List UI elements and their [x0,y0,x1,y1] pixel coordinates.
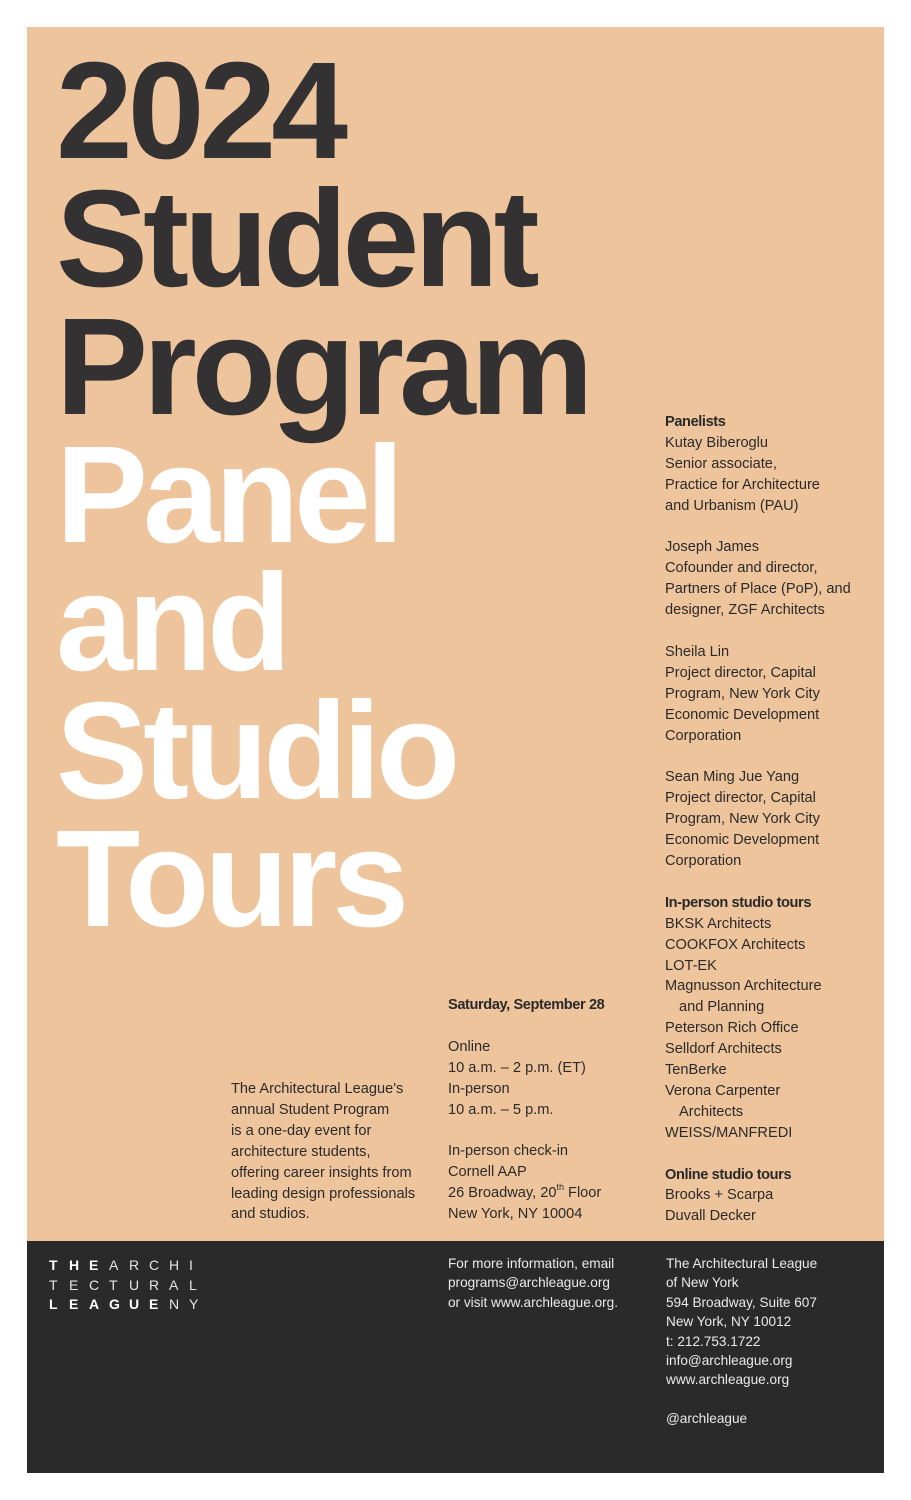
logo-letter: T [109,1276,118,1293]
org-city: New York, NY 10012 [666,1314,792,1330]
tour-item: COOKFOX Architects [665,936,806,953]
org-name: The Architectural League [666,1256,818,1271]
panelist-title: Economic Development [665,832,820,849]
inperson-label: In-person [448,1080,510,1097]
panelist-name: Kutay Biberoglu [665,434,769,451]
tour-item-continued: Architects [679,1103,744,1120]
logo-letter: E [149,1296,159,1312]
panelist-title: Economic Development [665,706,820,723]
headline-line-program: Program [56,290,589,444]
logo-letter: E [89,1257,99,1273]
footer-info [448,1254,618,1312]
info-website-text[interactable]: or visit www.archleague.org. [448,1294,618,1310]
panelist-title: Project director, Capital [665,790,816,807]
intro-line: The Architectural League's [231,1081,404,1097]
panelist-title: and Urbanism (PAU) [665,497,799,514]
logo-letter: R [129,1257,140,1273]
info-text: For more information, email [448,1256,615,1271]
logo-letter: H [169,1257,180,1273]
tour-item: Magnusson Architecture [665,978,822,995]
tour-item: TenBerke [665,1062,727,1079]
online-time: 10 a.m. – 2 p.m. (ET) [448,1059,586,1076]
panelist-title: Program, New York City [665,685,820,702]
logo-letter: U [129,1276,140,1293]
logo-letter: L [49,1296,58,1312]
panelist-title: designer, ZGF Architects [665,602,825,619]
logo-letter: A [169,1276,179,1293]
panelist-title: Practice for Architecture [665,476,820,493]
event-date: Saturday, September 28 [448,997,605,1013]
tour-item: Peterson Rich Office [665,1020,799,1037]
panelist-title: Senior associate, [665,455,777,472]
logo-letter: G [109,1296,120,1312]
panelist-title: Cofounder and director, [665,560,818,577]
online-tour-item: Duvall Decker [665,1208,756,1225]
org-name-cont: of New York [666,1275,739,1291]
tour-item: Selldorf Architects [665,1041,782,1058]
intro-paragraph [231,1079,415,1225]
logo-letter: C [149,1257,160,1273]
intro-line: leading design professionals [231,1185,416,1202]
headline [56,34,589,956]
intro-line: offering career insights from [231,1164,412,1181]
logo-letter: H [69,1257,80,1273]
event-details [448,995,604,1225]
panelist-title: Corporation [665,727,742,744]
panelists-heading: Panelists [665,414,726,430]
logo-row [49,1256,209,1276]
headline-line-tours: Tours [56,802,405,956]
logo-letter: I [189,1257,193,1273]
checkin-label: In-person check-in [448,1143,569,1160]
panelist-name: Sheila Lin [665,643,730,660]
logo-letter: E [69,1276,79,1293]
inperson-tours-heading: In-person studio tours [665,894,812,911]
tour-item-continued: and Planning [679,999,765,1016]
venue-street: 26 Broadway, 20th Floor [448,1182,602,1202]
panelist-title: Partners of Place (PoP), and [665,581,851,598]
logo-letter: T [49,1276,58,1293]
headline-line-panel: Panel [56,418,400,572]
headline-line-studio: Studio [56,674,456,828]
tour-item: Verona Carpenter [665,1082,781,1099]
footer-address [666,1254,817,1429]
logo-letter: A [89,1296,100,1312]
panelist [665,642,851,747]
venue-name: Cornell AAP [448,1164,527,1181]
online-tour-item: Brooks + Scarpa [665,1187,774,1204]
headline-line-year: 2024 [56,34,343,188]
right-column [665,412,851,1227]
panelist-title: Corporation [665,852,742,869]
panelist-name: Sean Ming Jue Yang [665,769,800,786]
panelist [665,537,851,621]
panelist-title: Program, New York City [665,811,820,828]
intro-line: architecture students, [231,1143,371,1160]
org-street: 594 Broadway, Suite 607 [666,1294,817,1310]
intro-line: and studios. [231,1206,310,1223]
panelist [665,767,851,872]
inperson-time: 10 a.m. – 5 p.m. [448,1101,554,1118]
logo-row [49,1276,209,1296]
logo-row [49,1295,209,1315]
logo-letter: R [149,1276,160,1293]
headline-line-student: Student [56,162,535,316]
logo-letter: L [189,1276,197,1293]
tour-item: BKSK Architects [665,915,772,932]
logo-letter: T [49,1257,58,1273]
tour-item: LOT-EK [665,957,717,974]
org-email-link[interactable]: info@archleague.org [666,1353,793,1369]
online-tours-heading: Online studio tours [665,1166,792,1183]
panelist [665,433,851,517]
online-label: Online [448,1038,491,1055]
logo-letter: Y [189,1296,199,1312]
venue-city: New York, NY 10004 [448,1206,583,1223]
logo-letter: E [69,1296,79,1312]
panelist-title: Project director, Capital [665,664,816,681]
org-phone[interactable]: t: 212.753.1722 [666,1333,761,1349]
intro-line: annual Student Program [231,1101,390,1118]
tour-item: WEISS/MANFREDI [665,1124,793,1141]
headline-line-and: and [56,546,287,700]
info-email-link[interactable]: programs@archleague.org [448,1275,610,1291]
org-website-link[interactable]: www.archleague.org [666,1372,790,1388]
logo-letter: A [109,1257,119,1273]
logo-letter: N [169,1296,180,1312]
intro-line: is a one-day event for [231,1122,372,1139]
social-handle-link[interactable]: @archleague [666,1411,748,1427]
architectural-league-logo [49,1256,209,1315]
logo-letter: C [89,1276,100,1293]
logo-letter: U [129,1296,140,1312]
panelist-name: Joseph James [665,539,760,556]
